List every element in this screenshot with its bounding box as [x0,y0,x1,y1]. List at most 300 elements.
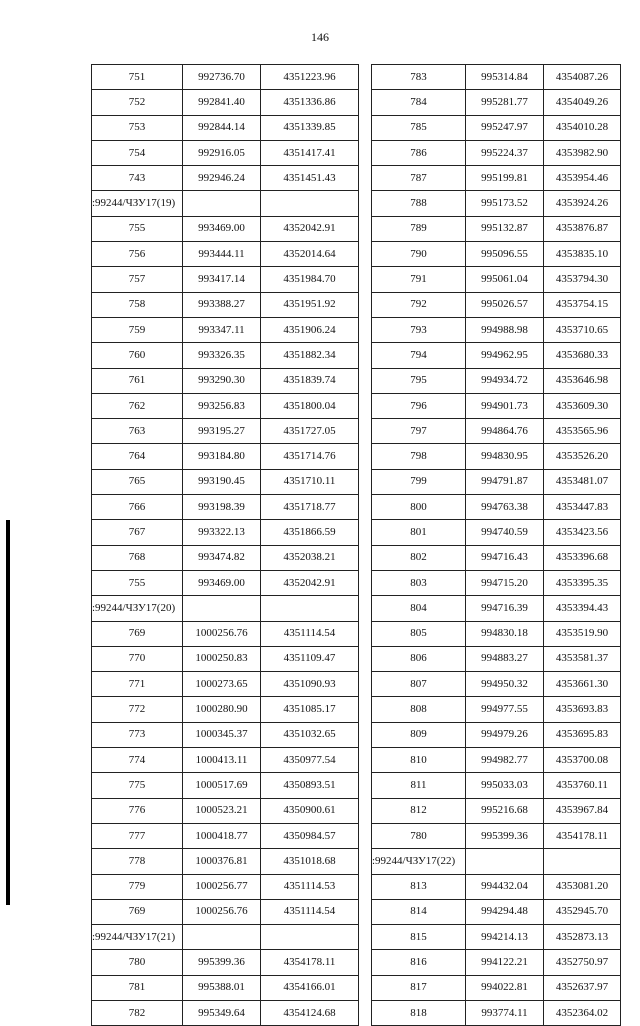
point-number-cell: 767 [92,520,183,545]
point-number-cell: 772 [92,697,183,722]
x-coordinate-cell: 995132.87 [466,216,544,241]
x-coordinate-cell: 995026.57 [466,292,544,317]
table-row [372,317,621,342]
table-row [92,65,359,90]
table-row [372,950,621,975]
x-coordinate-cell: 1000250.83 [183,646,261,671]
x-coordinate-cell: 993444.11 [183,242,261,267]
y-coordinate-cell: 4351114.53 [261,874,359,899]
table-row [92,950,359,975]
parcel-label-cell: :99244/ЧЗУ17(21) [92,925,183,950]
y-coordinate-cell: 4353423.56 [544,520,621,545]
point-number-cell: 808 [372,697,466,722]
x-coordinate-cell: 995216.68 [466,798,544,823]
table-row [372,697,621,722]
y-coordinate-cell: 4353967.84 [544,798,621,823]
x-coordinate-cell: 993184.80 [183,444,261,469]
point-number-cell: 760 [92,343,183,368]
point-number-cell: 793 [372,317,466,342]
x-coordinate-cell [183,191,261,216]
parcel-header-row [92,925,359,950]
table-row [372,925,621,950]
table-row [92,216,359,241]
point-number-cell: 809 [372,722,466,747]
point-number-cell: 791 [372,267,466,292]
y-coordinate-cell: 4351718.77 [261,495,359,520]
y-coordinate-cell: 4352873.13 [544,925,621,950]
point-number-cell: 803 [372,570,466,595]
point-number-cell: 755 [92,216,183,241]
point-number-cell: 773 [92,722,183,747]
x-coordinate-cell: 995388.01 [183,975,261,1000]
table-row [92,672,359,697]
point-number-cell: 778 [92,849,183,874]
y-coordinate-cell: 4353876.87 [544,216,621,241]
table-row [92,798,359,823]
point-number-cell: 801 [372,520,466,545]
point-number-cell: 759 [92,317,183,342]
table-row [372,419,621,444]
y-coordinate-cell: 4353646.98 [544,368,621,393]
table-row [372,166,621,191]
table-row [92,343,359,368]
point-number-cell: 758 [92,292,183,317]
point-number-cell: 761 [92,368,183,393]
point-number-cell: 800 [372,495,466,520]
y-coordinate-cell: 4351085.17 [261,697,359,722]
x-coordinate-cell: 994830.95 [466,444,544,469]
y-coordinate-cell: 4353794.30 [544,267,621,292]
x-coordinate-cell: 993469.00 [183,570,261,595]
x-coordinate-cell: 1000256.76 [183,621,261,646]
x-coordinate-cell: 994977.55 [466,697,544,722]
point-number-cell: 762 [92,393,183,418]
table-row [92,899,359,924]
point-number-cell: 766 [92,495,183,520]
point-number-cell: 753 [92,115,183,140]
point-number-cell: 817 [372,975,466,1000]
y-coordinate-cell: 4351882.34 [261,343,359,368]
point-number-cell: 799 [372,469,466,494]
x-coordinate-cell: 994901.73 [466,393,544,418]
table-row [372,823,621,848]
point-number-cell: 794 [372,343,466,368]
point-number-cell: 783 [372,65,466,90]
point-number-cell: 764 [92,444,183,469]
x-coordinate-cell: 994791.87 [466,469,544,494]
x-coordinate-cell: 1000418.77 [183,823,261,848]
point-number-cell: 796 [372,393,466,418]
y-coordinate-cell: 4353982.90 [544,140,621,165]
x-coordinate-cell: 995247.97 [466,115,544,140]
table-row [372,469,621,494]
x-coordinate-cell: 992844.14 [183,115,261,140]
x-coordinate-cell: 993256.83 [183,393,261,418]
point-number-cell: 805 [372,621,466,646]
x-coordinate-cell: 994214.13 [466,925,544,950]
table-row [372,191,621,216]
table-row [372,444,621,469]
y-coordinate-cell: 4351114.54 [261,899,359,924]
x-coordinate-cell: 993290.30 [183,368,261,393]
point-number-cell: 810 [372,748,466,773]
table-row [92,570,359,595]
point-number-cell: 816 [372,950,466,975]
table-row [372,267,621,292]
point-number-cell: 802 [372,545,466,570]
x-coordinate-cell: 992841.40 [183,90,261,115]
point-number-cell: 769 [92,621,183,646]
y-coordinate-cell: 4353760.11 [544,773,621,798]
x-coordinate-cell: 995281.77 [466,90,544,115]
y-coordinate-cell: 4353609.30 [544,393,621,418]
table-row [92,317,359,342]
x-coordinate-cell: 993474.82 [183,545,261,570]
point-number-cell: 786 [372,140,466,165]
y-coordinate-cell: 4353396.68 [544,545,621,570]
x-coordinate-cell: 992916.05 [183,140,261,165]
x-coordinate-cell: 994740.59 [466,520,544,545]
y-coordinate-cell: 4351727.05 [261,419,359,444]
x-coordinate-cell: 992946.24 [183,166,261,191]
x-coordinate-cell: 994982.77 [466,748,544,773]
x-coordinate-cell: 993326.35 [183,343,261,368]
x-coordinate-cell [466,849,544,874]
y-coordinate-cell: 4352014.64 [261,242,359,267]
table-row [92,874,359,899]
table-row [372,748,621,773]
y-coordinate-cell: 4351336.86 [261,90,359,115]
y-coordinate-cell [261,191,359,216]
point-number-cell: 769 [92,899,183,924]
table-row [92,975,359,1000]
table-row [92,722,359,747]
table-row [92,823,359,848]
point-number-cell: 774 [92,748,183,773]
table-row [372,975,621,1000]
y-coordinate-cell: 4351223.96 [261,65,359,90]
parcel-label-cell: :99244/ЧЗУ17(19) [92,191,183,216]
table-row [372,722,621,747]
y-coordinate-cell: 4353081.20 [544,874,621,899]
y-coordinate-cell: 4353519.90 [544,621,621,646]
table-row [372,115,621,140]
table-row [372,570,621,595]
parcel-label-cell: :99244/ЧЗУ17(20) [92,596,183,621]
point-number-cell: 765 [92,469,183,494]
x-coordinate-cell: 995314.84 [466,65,544,90]
x-coordinate-cell: 995096.55 [466,242,544,267]
point-number-cell: 780 [372,823,466,848]
x-coordinate-cell: 993388.27 [183,292,261,317]
point-number-cell: 782 [92,1000,183,1025]
x-coordinate-cell: 1000345.37 [183,722,261,747]
y-coordinate-cell: 4353447.83 [544,495,621,520]
x-coordinate-cell: 994979.26 [466,722,544,747]
x-coordinate-cell: 1000523.21 [183,798,261,823]
y-coordinate-cell: 4352750.97 [544,950,621,975]
point-number-cell: 795 [372,368,466,393]
point-number-cell: 787 [372,166,466,191]
y-coordinate-cell: 4351090.93 [261,672,359,697]
x-coordinate-cell: 995399.36 [183,950,261,975]
y-coordinate-cell: 4353700.08 [544,748,621,773]
y-coordinate-cell [544,849,621,874]
x-coordinate-cell: 995349.64 [183,1000,261,1025]
table-row [92,242,359,267]
table-row [92,90,359,115]
page-number: 146 [311,30,329,44]
table-row [372,672,621,697]
x-coordinate-cell: 993190.45 [183,469,261,494]
table-row [372,773,621,798]
y-coordinate-cell: 4353581.37 [544,646,621,671]
point-number-cell: 804 [372,596,466,621]
table-row [92,393,359,418]
y-coordinate-cell: 4350977.54 [261,748,359,773]
x-coordinate-cell: 995173.52 [466,191,544,216]
coordinates-table-right [371,64,621,1026]
y-coordinate-cell: 4351451.43 [261,166,359,191]
table-row [372,140,621,165]
table-row [92,140,359,165]
table-row [372,1000,621,1025]
x-coordinate-cell: 993198.39 [183,495,261,520]
parcel-header-row [372,849,621,874]
table-row [92,495,359,520]
x-coordinate-cell: 995033.03 [466,773,544,798]
table-row [372,520,621,545]
table-row [92,773,359,798]
y-coordinate-cell: 4352042.91 [261,570,359,595]
y-coordinate-cell: 4353954.46 [544,166,621,191]
point-number-cell: 811 [372,773,466,798]
point-number-cell: 789 [372,216,466,241]
x-coordinate-cell: 995199.81 [466,166,544,191]
point-number-cell: 814 [372,899,466,924]
y-coordinate-cell: 4351714.76 [261,444,359,469]
y-coordinate-cell: 4353395.35 [544,570,621,595]
point-number-cell: 754 [92,140,183,165]
y-coordinate-cell: 4350893.51 [261,773,359,798]
x-coordinate-cell: 994830.18 [466,621,544,646]
x-coordinate-cell: 995224.37 [466,140,544,165]
y-coordinate-cell: 4351018.68 [261,849,359,874]
y-coordinate-cell: 4354178.11 [261,950,359,975]
x-coordinate-cell: 993469.00 [183,216,261,241]
table-row [372,216,621,241]
y-coordinate-cell: 4352364.02 [544,1000,621,1025]
y-coordinate-cell: 4352038.21 [261,545,359,570]
y-coordinate-cell: 4354087.26 [544,65,621,90]
y-coordinate-cell: 4353693.83 [544,697,621,722]
y-coordinate-cell: 4354178.11 [544,823,621,848]
point-number-cell: 756 [92,242,183,267]
y-coordinate-cell: 4354010.28 [544,115,621,140]
point-number-cell: 770 [92,646,183,671]
point-number-cell: 790 [372,242,466,267]
point-number-cell: 806 [372,646,466,671]
y-coordinate-cell: 4351417.41 [261,140,359,165]
y-coordinate-cell: 4353710.65 [544,317,621,342]
table-row [92,115,359,140]
table-row [372,899,621,924]
x-coordinate-cell: 994294.48 [466,899,544,924]
point-number-cell: 788 [372,191,466,216]
point-number-cell: 775 [92,773,183,798]
y-coordinate-cell: 4353526.20 [544,444,621,469]
table-row [92,267,359,292]
x-coordinate-cell: 994883.27 [466,646,544,671]
y-coordinate-cell: 4351906.24 [261,317,359,342]
x-coordinate-cell: 993347.11 [183,317,261,342]
x-coordinate-cell: 1000256.77 [183,874,261,899]
point-number-cell: 815 [372,925,466,950]
point-number-cell: 743 [92,166,183,191]
point-number-cell: 751 [92,65,183,90]
y-coordinate-cell: 4353924.26 [544,191,621,216]
x-coordinate-cell: 994716.39 [466,596,544,621]
point-number-cell: 755 [92,570,183,595]
x-coordinate-cell: 994864.76 [466,419,544,444]
y-coordinate-cell: 4351800.04 [261,393,359,418]
x-coordinate-cell: 994950.32 [466,672,544,697]
y-coordinate-cell: 4353661.30 [544,672,621,697]
y-coordinate-cell: 4353695.83 [544,722,621,747]
table-row [92,849,359,874]
x-coordinate-cell [183,925,261,950]
point-number-cell: 757 [92,267,183,292]
x-coordinate-cell: 995399.36 [466,823,544,848]
point-number-cell: 752 [92,90,183,115]
x-coordinate-cell: 994122.21 [466,950,544,975]
x-coordinate-cell: 994716.43 [466,545,544,570]
y-coordinate-cell: 4352945.70 [544,899,621,924]
x-coordinate-cell: 994715.20 [466,570,544,595]
table-row [372,368,621,393]
table-row [92,1000,359,1025]
y-coordinate-cell: 4351109.47 [261,646,359,671]
x-coordinate-cell: 994763.38 [466,495,544,520]
point-number-cell: 813 [372,874,466,899]
scan-margin-bar [6,520,10,905]
parcel-header-row [92,596,359,621]
x-coordinate-cell: 1000517.69 [183,773,261,798]
table-row [372,292,621,317]
table-row [92,545,359,570]
table-row [92,469,359,494]
y-coordinate-cell: 4351984.70 [261,267,359,292]
table-row [372,393,621,418]
point-number-cell: 812 [372,798,466,823]
x-coordinate-cell: 1000376.81 [183,849,261,874]
x-coordinate-cell: 1000273.65 [183,672,261,697]
x-coordinate-cell: 992736.70 [183,65,261,90]
x-coordinate-cell: 1000256.76 [183,899,261,924]
point-number-cell: 785 [372,115,466,140]
y-coordinate-cell: 4353835.10 [544,242,621,267]
table-row [372,874,621,899]
point-number-cell: 768 [92,545,183,570]
point-number-cell: 763 [92,419,183,444]
coordinates-table-left [91,64,359,1026]
y-coordinate-cell: 4354166.01 [261,975,359,1000]
point-number-cell: 776 [92,798,183,823]
y-coordinate-cell: 4351710.11 [261,469,359,494]
y-coordinate-cell [261,925,359,950]
x-coordinate-cell: 993417.14 [183,267,261,292]
point-number-cell: 792 [372,292,466,317]
y-coordinate-cell: 4351114.54 [261,621,359,646]
point-number-cell: 780 [92,950,183,975]
point-number-cell: 771 [92,672,183,697]
y-coordinate-cell: 4354124.68 [261,1000,359,1025]
x-coordinate-cell: 993774.11 [466,1000,544,1025]
table-row [372,343,621,368]
table-row [92,697,359,722]
table-row [372,90,621,115]
y-coordinate-cell: 4353394.43 [544,596,621,621]
point-number-cell: 818 [372,1000,466,1025]
parcel-label-cell: :99244/ЧЗУ17(22) [372,849,466,874]
point-number-cell: 779 [92,874,183,899]
x-coordinate-cell: 994934.72 [466,368,544,393]
table-row [372,242,621,267]
table-row [92,166,359,191]
point-number-cell: 777 [92,823,183,848]
y-coordinate-cell: 4353754.15 [544,292,621,317]
table-row [92,748,359,773]
table-row [92,419,359,444]
x-coordinate-cell: 994962.95 [466,343,544,368]
y-coordinate-cell: 4352042.91 [261,216,359,241]
x-coordinate-cell: 994988.98 [466,317,544,342]
parcel-header-row [92,191,359,216]
table-row [92,520,359,545]
point-number-cell: 807 [372,672,466,697]
x-coordinate-cell: 993195.27 [183,419,261,444]
table-row [372,621,621,646]
y-coordinate-cell: 4351339.85 [261,115,359,140]
point-number-cell: 784 [372,90,466,115]
point-number-cell: 781 [92,975,183,1000]
x-coordinate-cell: 995061.04 [466,267,544,292]
point-number-cell: 798 [372,444,466,469]
table-row [92,368,359,393]
x-coordinate-cell [183,596,261,621]
x-coordinate-cell: 993322.13 [183,520,261,545]
y-coordinate-cell: 4350984.57 [261,823,359,848]
table-row [372,545,621,570]
x-coordinate-cell: 1000280.90 [183,697,261,722]
y-coordinate-cell: 4351866.59 [261,520,359,545]
y-coordinate-cell: 4351032.65 [261,722,359,747]
table-row [92,444,359,469]
table-row [372,798,621,823]
x-coordinate-cell: 994022.81 [466,975,544,1000]
table-row [372,495,621,520]
table-row [372,596,621,621]
y-coordinate-cell: 4353680.33 [544,343,621,368]
table-row [92,292,359,317]
y-coordinate-cell: 4353565.96 [544,419,621,444]
y-coordinate-cell: 4351951.92 [261,292,359,317]
table-row [92,621,359,646]
y-coordinate-cell: 4354049.26 [544,90,621,115]
y-coordinate-cell: 4353481.07 [544,469,621,494]
y-coordinate-cell: 4352637.97 [544,975,621,1000]
table-row [372,646,621,671]
